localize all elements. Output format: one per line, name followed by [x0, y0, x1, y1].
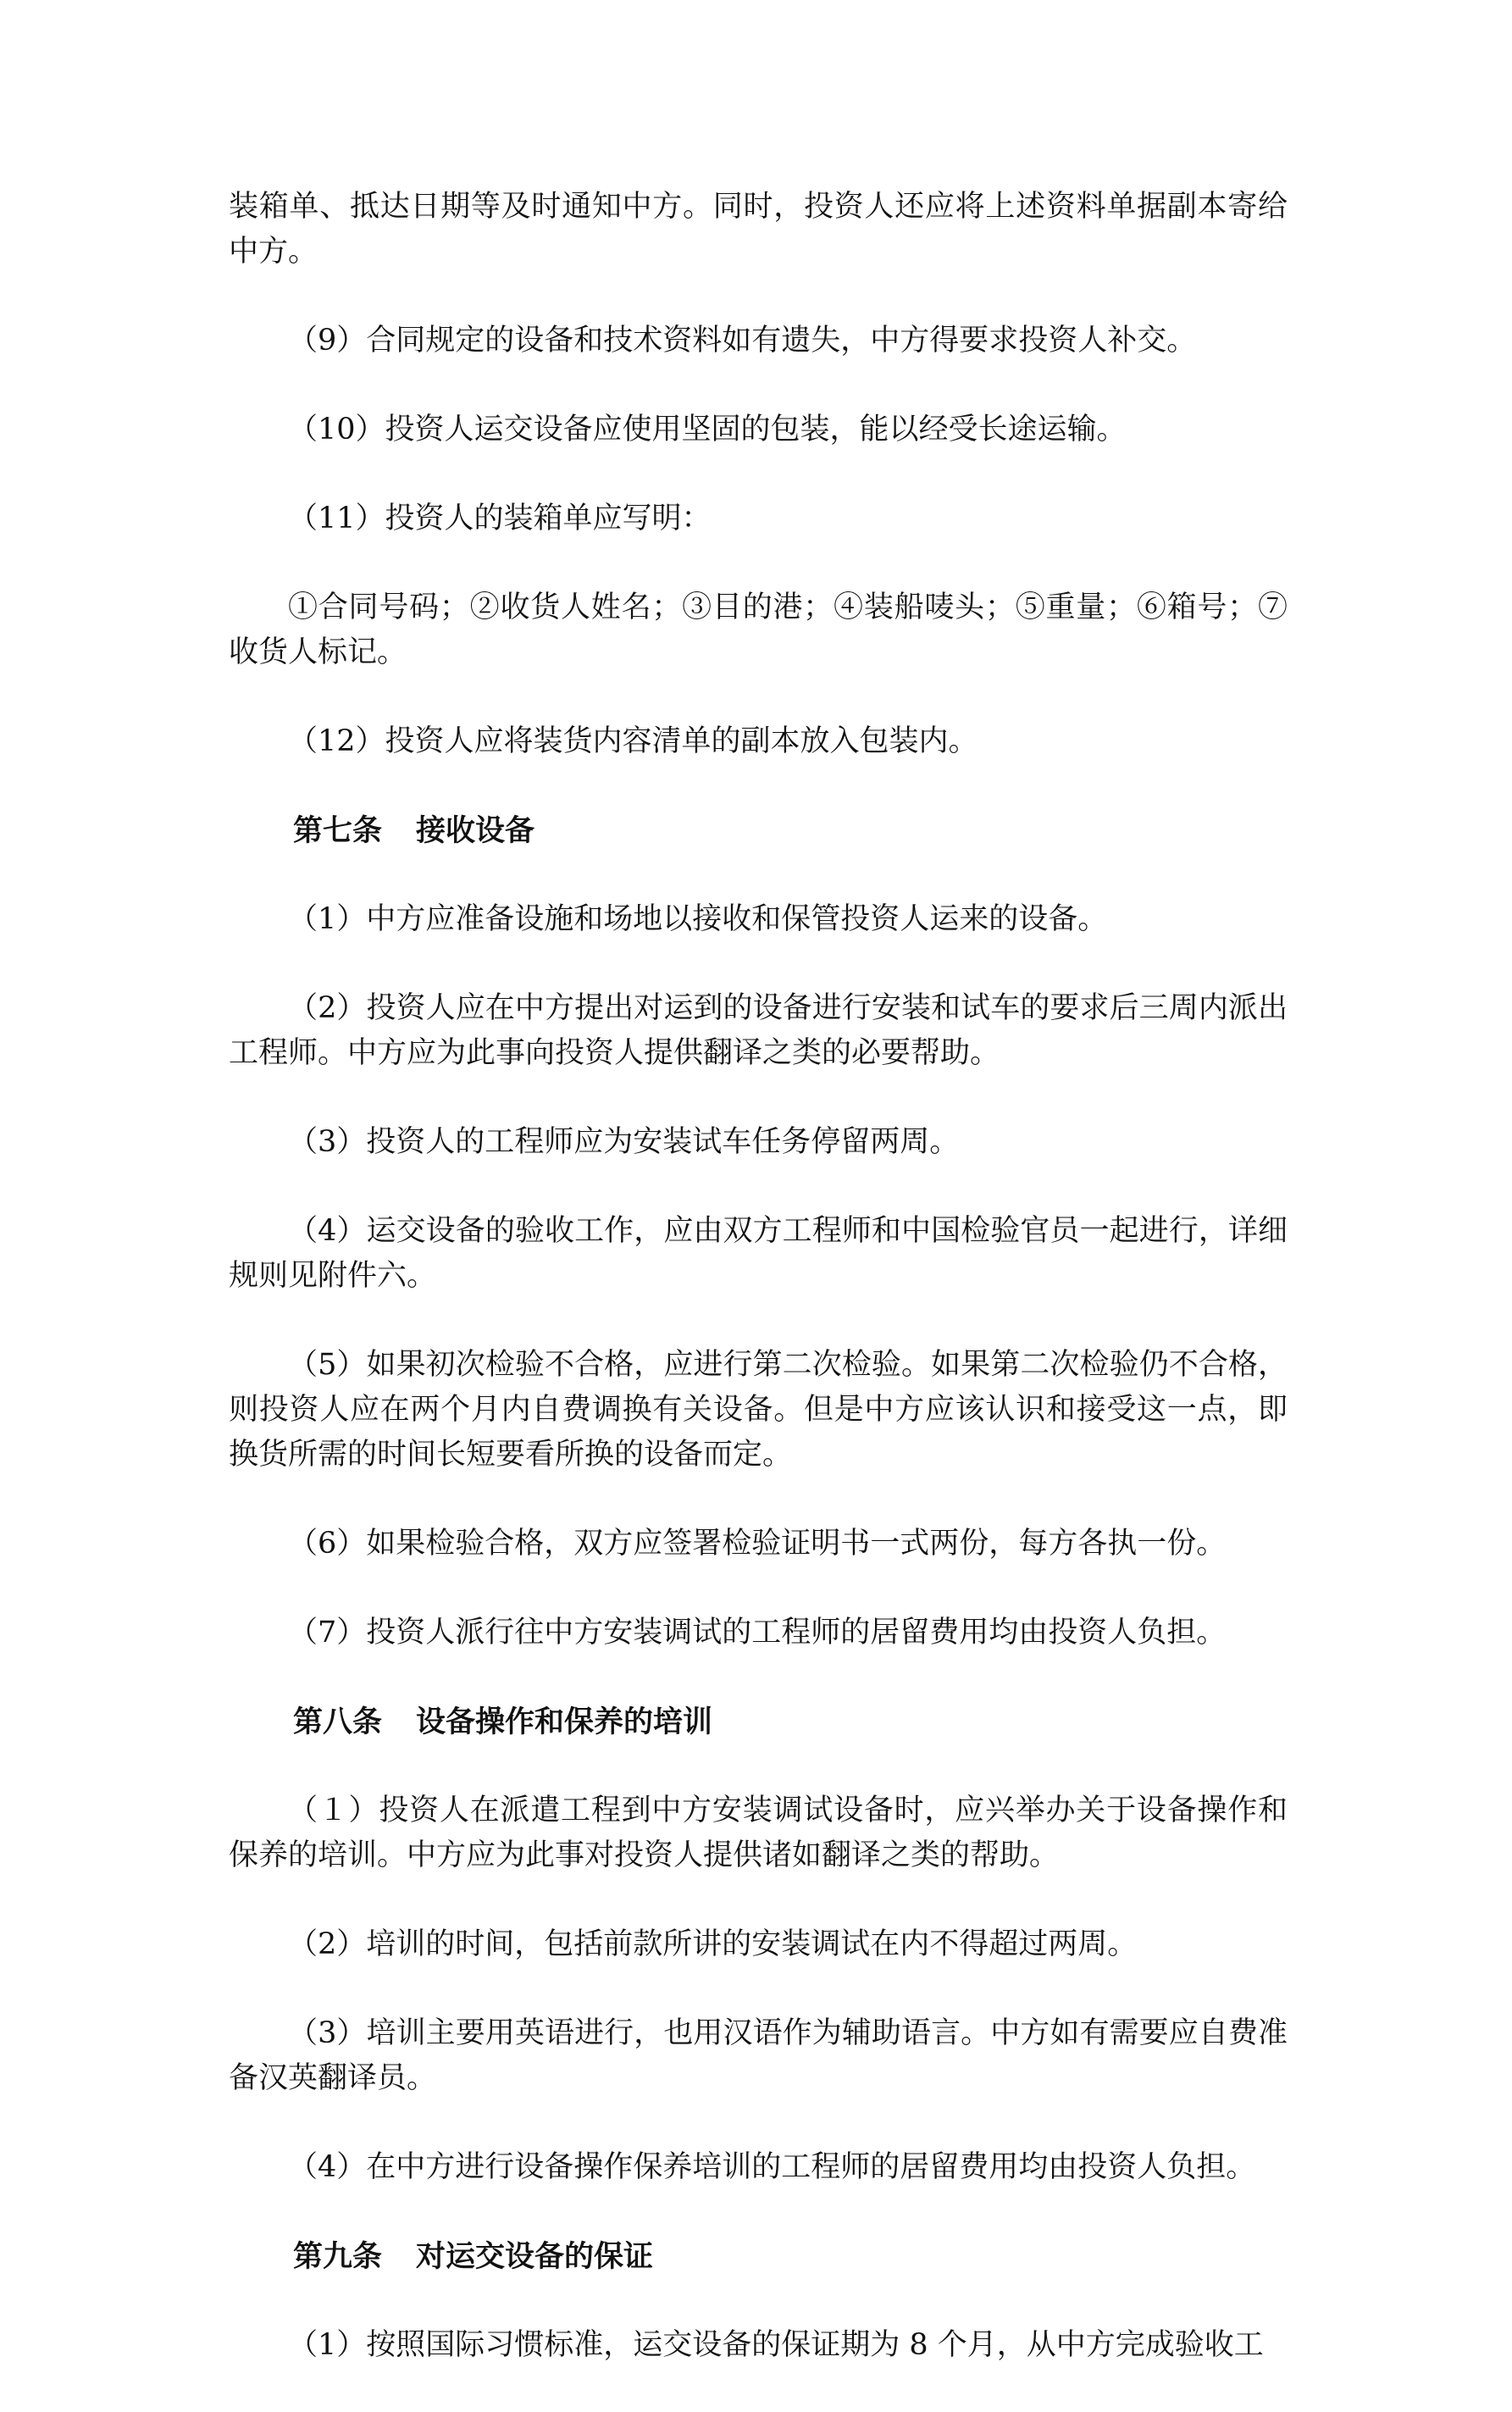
paragraph-article-7-item-6: （6）如果检验合格，双方应签署检验证明书一式两份，每方各执一份。 [288, 1527, 1227, 1561]
document-page [229, 185, 1288, 2412]
paragraph-clause-9: （9）合同规定的设备和技术资料如有遗失，中方得要求投资人补交。 [288, 324, 1197, 358]
paragraph-clause-12: （12）投资人应将装货内容清单的副本放入包装内。 [288, 724, 978, 758]
paragraph-article-8-item-4: （4）在中方进行设备操作保养培训的工程师的居留费用均由投资人负担。 [288, 2150, 1256, 2184]
paragraph-article-8-item-1: （１）投资人在派遣工程到中方安装调试设备时，应兴举办关于设备操作和保养的培训。中方应为此事对投资人提供诸如翻译之类的帮助。 [229, 1794, 1288, 1872]
paragraph-article-8-item-3: （3）培训主要用英语进行，也用汉语作为辅助语言。中方如有需要应自费准备汉英翻译员。 [229, 2016, 1288, 2095]
paragraph-article-9-item-1: （1）按照国际习惯标准，运交设备的保证期为 8 个月，从中方完成验收工 [288, 2328, 1264, 2362]
paragraph-article-7-item-4: （4）运交设备的验收工作，应由双方工程师和中国检验官员一起进行，详细规则见附件六。 [229, 1214, 1288, 1293]
article-number: 第八条 [293, 1705, 383, 1739]
article-number: 第七条 [293, 813, 383, 848]
paragraph-packing-list-items: ①合同号码；②收货人姓名；③目的港；④装船唛头；⑤重量；⑥箱号；⑦收货人标记。 [229, 591, 1288, 669]
article-9-heading [229, 2234, 1288, 2279]
article-title: 对运交设备的保证 [416, 2239, 654, 2274]
article-title: 设备操作和保养的培训 [416, 1705, 713, 1739]
article-number: 第九条 [293, 2239, 383, 2274]
paragraph-clause-11: （11）投资人的装箱单应写明： [288, 502, 712, 535]
paragraph-article-7-item-2: （2）投资人应在中方提出对运到的设备进行安装和试车的要求后三周内派出工程师。中方应为此事向投资人提供翻译之类的必要帮助。 [229, 991, 1288, 1070]
article-title: 接收设备 [416, 813, 535, 848]
paragraph-article-7-item-3: （3）投资人的工程师应为安装试车任务停留两周。 [288, 1125, 960, 1159]
paragraph-article-8-item-2: （2）培训的时间，包括前款所讲的安装调试在内不得超过两周。 [288, 1927, 1138, 1961]
paragraph-clause-10: （10）投资人运交设备应使用坚固的包装，能以经受长途运输。 [288, 413, 1127, 446]
paragraph-article-7-item-5: （5）如果初次检验不合格，应进行第二次检验。如果第二次检验仍不合格，则投资人应在两个月内自费调换有关设备。但是中方应该认识和接受这一点，即换货所需的时间长短要看所换的设备而定。 [229, 1348, 1288, 1472]
paragraph-shipping-notice: 装箱单、抵达日期等及时通知中方。同时，投资人还应将上述资料单据副本寄给中方。 [229, 190, 1288, 269]
paragraph-article-7-item-1: （1）中方应准备设施和场地以接收和保管投资人运来的设备。 [288, 902, 1108, 936]
article-8-heading [229, 1699, 1288, 1744]
paragraph-article-7-item-7: （7）投资人派行往中方安装调试的工程师的居留费用均由投资人负担。 [288, 1616, 1227, 1650]
article-7-heading [229, 808, 1288, 853]
